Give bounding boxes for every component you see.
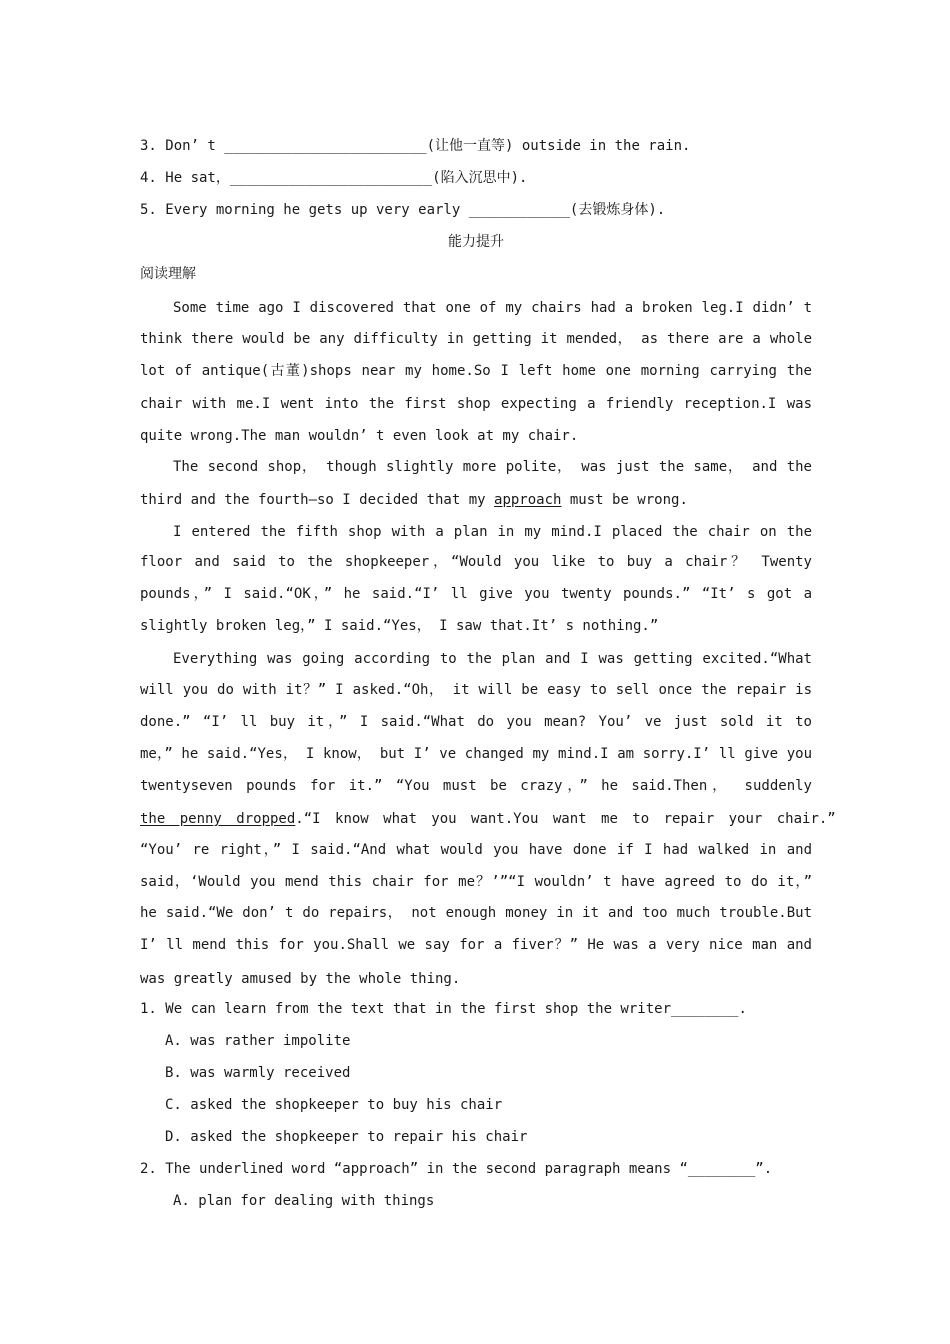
q3-text: 3. Don’ t [140, 138, 225, 154]
passage-line: third and the fourth—so I decided that my approach must be wrong. [140, 492, 688, 508]
passage-line: I entered the fifth shop with a plan in my mind.I placed the chair on the [173, 524, 812, 540]
passage-line: was greatly amused by the whole thing. [140, 971, 461, 987]
passage-line: twentyseven pounds for it.” “You must be crazy，” he said.Then， suddenly [140, 778, 812, 794]
exercise-q5 [140, 200, 812, 220]
passage-line: pounds，” I said.“OK，” he said.“I’ ll give you twenty pounds.” “It’ s got a [140, 586, 812, 602]
question-2-option-a[interactable]: A. plan for dealing with things [173, 1193, 435, 1209]
passage-line: said，‘Would you mend this chair for me？’”“I wouldn’ t have agreed to do it，” [140, 874, 812, 890]
q5-hint: (去锻炼身体). [569, 202, 666, 218]
passage-line: lot of antique(古董)shops near my home.So I left home one morning carrying the [140, 363, 812, 379]
question-1-option-c[interactable]: C. asked the shopkeeper to buy his chair [165, 1097, 503, 1113]
question-1-option-a[interactable]: A. was rather impolite [165, 1033, 351, 1049]
passage-line: will you do with it？” I asked.“Oh， it will be easy to sell once the repair is [140, 682, 812, 698]
passage-line: slightly broken leg，” I said.“Yes， I saw that.It’ s nothing.” [140, 618, 659, 634]
subsection-title: 阅读理解 [140, 266, 196, 282]
passage-line: I’ ll mend this for you.Shall we say for a fiver？” He was a very nice man and [140, 937, 812, 953]
q4-hint: (陷入沉思中). [432, 170, 528, 186]
exercise-q4 [140, 168, 812, 188]
question-1-option-b[interactable]: B. was warmly received [165, 1065, 351, 1081]
passage-line: chair with me.I went into the first shop expecting a friendly reception.I was [140, 396, 812, 412]
q4-text: 4. He sat， [140, 170, 230, 186]
passage-line: Everything was going according to the plan and I was getting excited.“What [173, 651, 812, 667]
q3-hint: (让他一直等) outside in the rain. [426, 138, 691, 154]
underlined-word-approach: approach [494, 492, 562, 508]
q4-blank[interactable]: ________________________ [229, 170, 433, 186]
passage-line: floor and said to the shopkeeper，“Would you like to buy a chair？ Twenty [140, 554, 812, 570]
section-title: 能力提升 [448, 234, 504, 250]
question-1-option-d[interactable]: D. asked the shopkeeper to repair his chair [165, 1129, 528, 1145]
question-1-stem: 1. We can learn from the text that in the first shop the writer________. [140, 1001, 747, 1017]
passage-line: done.” “I’ ll buy it，” I said.“What do you mean? You’ ve just sold it to [140, 714, 812, 730]
passage-line: Some time ago I discovered that one of my chairs had a broken leg.I didn’ t [173, 300, 812, 316]
q5-blank[interactable]: ____________ [468, 202, 570, 218]
underlined-phrase-penny-dropped: the penny dropped [140, 811, 296, 827]
passage-line: The second shop， though slightly more polite， was just the same， and the [173, 459, 812, 475]
passage-line: me，” he said.“Yes， I know， but I’ ve changed my mind.I am sorry.I’ ll give you [140, 746, 812, 762]
passage-line: he said.“We don’ t do repairs， not enough money in it and too much trouble.But [140, 905, 812, 921]
passage-line: quite wrong.The man wouldn’ t even look at my chair. [140, 428, 579, 444]
q5-text: 5. Every morning he gets up very early [140, 202, 469, 218]
passage-line: the penny dropped.“I know what you want.You want me to repair your chair.” [140, 811, 836, 827]
passage-line: think there would be any difficulty in getting it mended， as there are a whole [140, 331, 812, 347]
passage-line: “You’ re right，” I said.“And what would you have done if I had walked in and [140, 842, 812, 858]
q3-blank[interactable]: ________________________ [224, 138, 427, 154]
exercise-q3 [140, 136, 812, 156]
question-2-stem: 2. The underlined word “approach” in the second paragraph means “________”. [140, 1161, 773, 1177]
